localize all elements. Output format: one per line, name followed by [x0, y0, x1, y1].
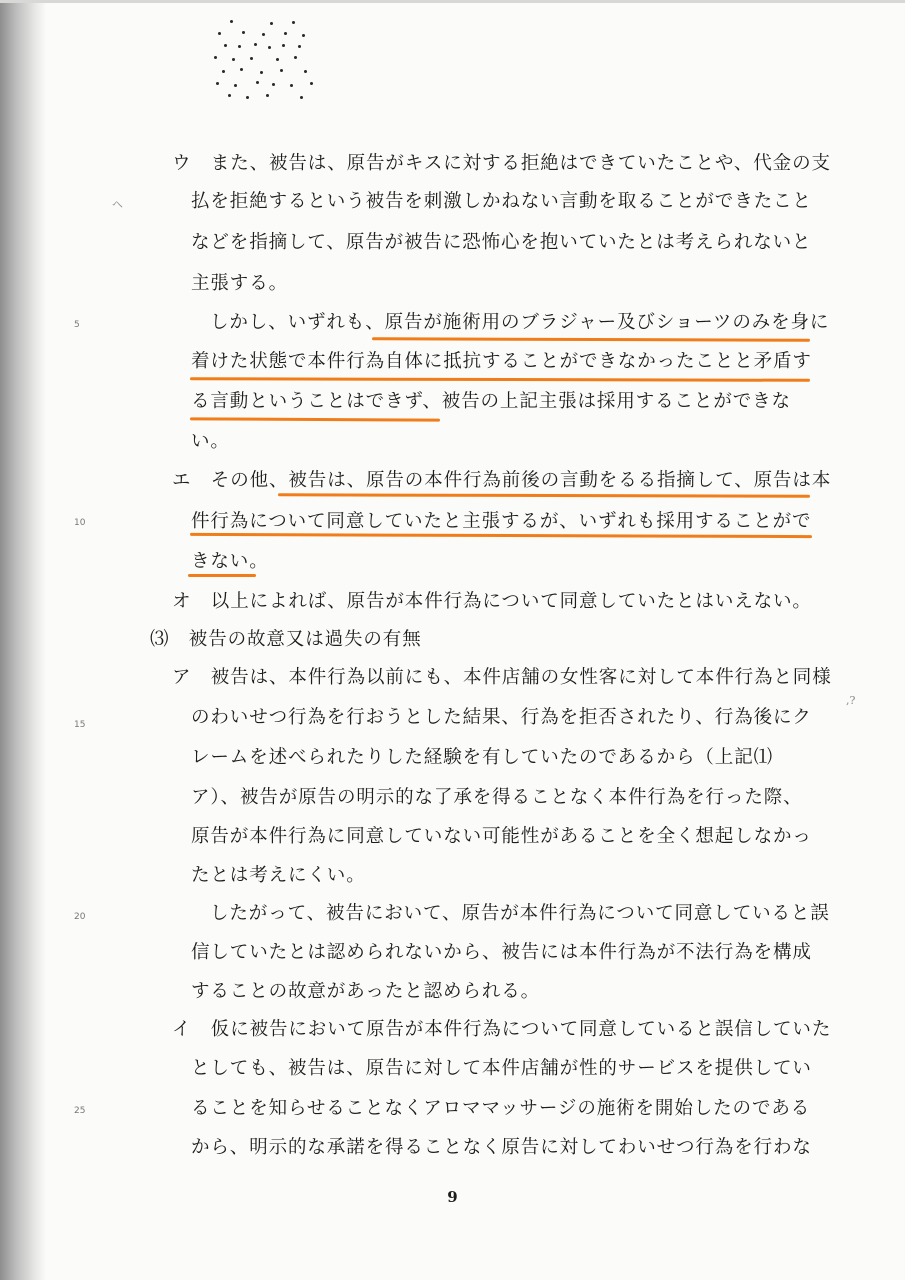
line-number: 25	[74, 1106, 86, 1116]
text-line: レームを述べられたりした経験を有していたのであるから（上記⑴	[191, 747, 774, 768]
text-line: のわいせつ行為を行おうとした結果、行為を拒否されたり、行為後にク	[191, 707, 812, 728]
text-line: ウ また、被告は、原告がキスに対する拒絶はできていたことや、代金の支	[172, 153, 831, 174]
page-top-edge	[0, 0, 905, 3]
text-line: 主張する。	[191, 273, 289, 294]
text-line: ア）、被告が原告の明示的な了承を得ることなく本件行為を行った際、	[191, 787, 803, 808]
text-line: 払を拒絶するという被告を刺激しかねない言動を取ることができたこと	[191, 191, 812, 212]
text-line: 信していたとは認められないから、被告には本件行為が不法行為を構成	[191, 942, 812, 963]
binding-shadow	[0, 0, 46, 1280]
line-number: 5	[74, 320, 80, 330]
text-line: たとは考えにくい。	[191, 865, 366, 886]
text-line: ア 被告は、本件行為以前にも、本件店舗の女性客に対して本件行為と同様	[172, 667, 832, 688]
text-line: することの故意があったと認められる。	[191, 981, 541, 1002]
line-number: 10	[74, 518, 86, 528]
text-line: きない。	[191, 551, 269, 572]
text-line: 着けた状態で本件行為自体に抵抗することができなかったことと矛盾す	[191, 351, 812, 372]
text-line: 原告が本件行為に同意していない可能性があることを全く想起しなかっ	[191, 826, 812, 847]
text-line: ることを知らせることなくアロママッサージの施術を開始したのである	[191, 1098, 811, 1119]
text-line: しかし、いずれも、原告が施術用のブラジャー及びショーツのみを身に	[210, 312, 830, 333]
text-line: る言動ということはできず、被告の上記主張は採用することができな	[191, 391, 791, 412]
text-line: から、明示的な承諾を得ることなく原告に対してわいせつ行為を行わな	[191, 1137, 812, 1158]
text-line: イ 仮に被告において原告が本件行為について同意していると誤信していた	[172, 1019, 832, 1040]
highlight-underline	[190, 377, 810, 382]
line-number: 20	[74, 912, 86, 922]
text-line: 件行為について同意していたと主張するが、いずれも採用することがで	[191, 511, 812, 532]
highlight-underline	[278, 493, 810, 497]
text-line: したがって、被告において、原告が本件行為について同意していると誤	[210, 903, 830, 924]
text-line: オ 以上によれば、原告が本件行為について同意していたとはいえない。	[172, 591, 812, 612]
text-line: い。	[191, 431, 230, 452]
scan-speck: ヘ	[112, 198, 123, 211]
scan-speck: ,?	[846, 694, 856, 707]
line-number: 15	[74, 720, 86, 730]
highlight-underline	[190, 417, 440, 421]
highlight-underline	[188, 574, 256, 577]
text-line: エ その他、被告は、原告の本件行為前後の言動をるる指摘して、原告は本	[172, 470, 832, 491]
highlight-underline	[372, 337, 810, 342]
page-number: 9	[447, 1188, 458, 1206]
section-heading: ⑶ 被告の故意又は過失の有無	[150, 629, 422, 650]
text-line: としても、被告は、原告に対して本件店舗が性的サービスを提供してい	[191, 1058, 812, 1079]
text-line: などを指摘して、原告が被告に恐怖心を抱いていたとは考えられないと	[191, 232, 812, 253]
